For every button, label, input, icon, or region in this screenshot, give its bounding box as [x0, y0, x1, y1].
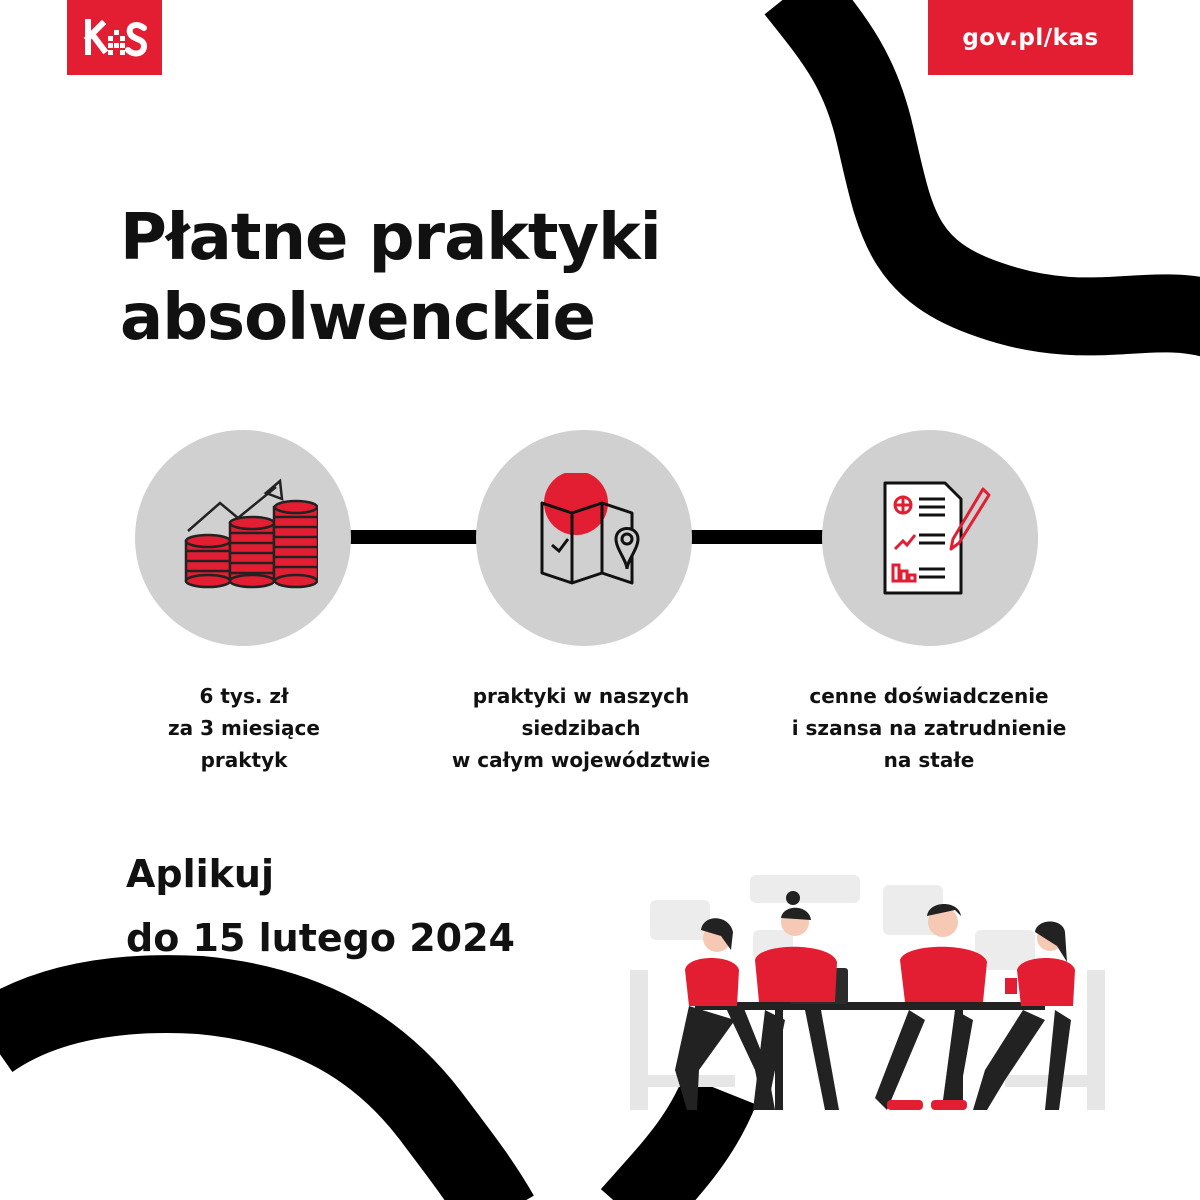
- benefit-line: cenne doświadczenie: [809, 684, 1049, 708]
- apply-deadline: [126, 842, 515, 970]
- cta-line-2: do 15 lutego 2024: [126, 916, 515, 960]
- title-line-1: Płatne praktyki: [120, 201, 661, 275]
- team-meeting-illustration: [625, 870, 1105, 1120]
- gov-url-text[interactable]: gov.pl/kas: [962, 24, 1099, 51]
- benefit-line: 6 tys. zł: [199, 684, 289, 708]
- title-line-2: absolwenckie: [120, 281, 595, 355]
- benefit-text-salary: [84, 680, 404, 776]
- benefit-text-location: [421, 680, 741, 776]
- benefit-text-experience: [769, 680, 1089, 776]
- coins-growth-icon: [168, 473, 318, 603]
- benefit-line: za 3 miesiące: [168, 716, 320, 740]
- map-location-icon: [514, 473, 654, 603]
- connector-line-2: [690, 530, 824, 544]
- gov-url-badge[interactable]: [928, 0, 1133, 75]
- benefit-line: praktyk: [200, 748, 288, 772]
- benefit-line: w całym województwie: [451, 748, 711, 772]
- connector-line-1: [350, 530, 478, 544]
- benefit-circle-salary: [135, 430, 351, 646]
- benefit-circle-location: [476, 430, 692, 646]
- kas-logo[interactable]: [67, 0, 162, 75]
- benefit-line: siedzibach: [521, 716, 641, 740]
- benefit-line: praktyki w naszych: [472, 684, 690, 708]
- report-document-icon: [865, 473, 995, 603]
- cta-line-1: Aplikuj: [126, 852, 275, 896]
- kas-logo-icon: [80, 16, 150, 60]
- benefit-line: i szansa na zatrudnienie: [791, 716, 1067, 740]
- benefit-line: na stałe: [883, 748, 975, 772]
- page-title: [120, 198, 661, 358]
- benefit-circle-experience: [822, 430, 1038, 646]
